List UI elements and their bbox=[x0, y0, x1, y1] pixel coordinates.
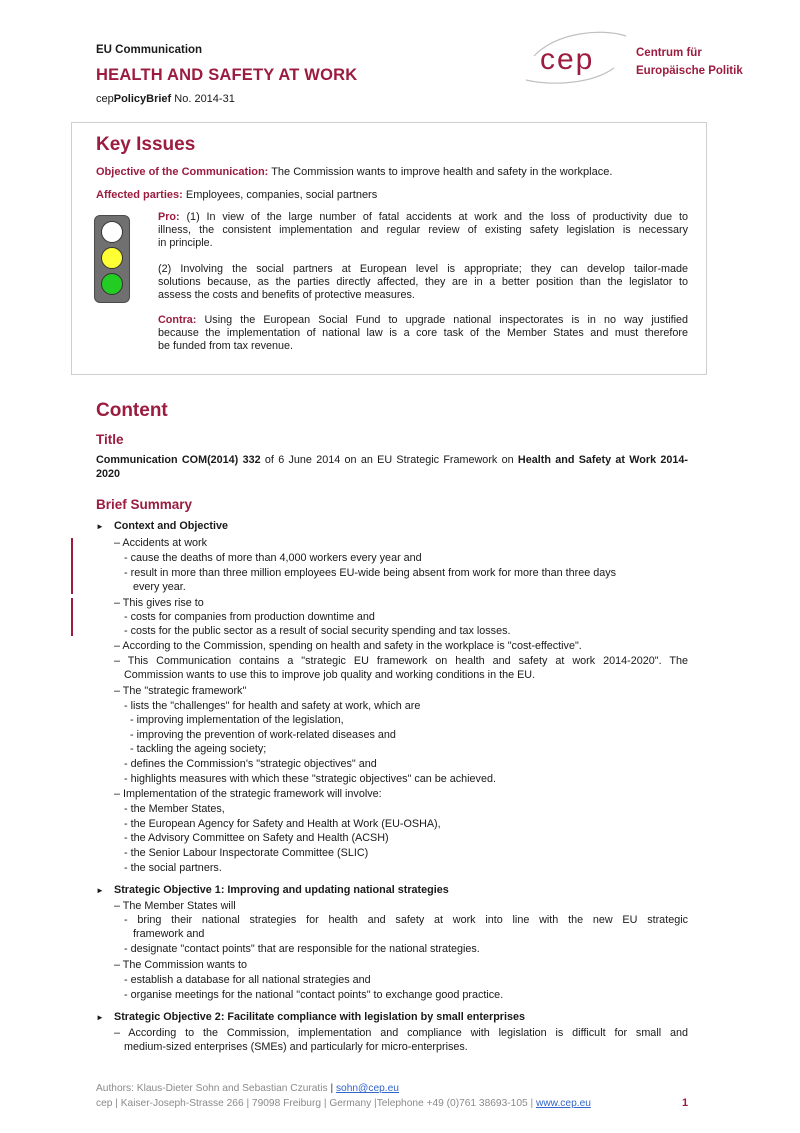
summary-line: medium-sized enterprises (SMEs) and particularly for micro-enterprises. bbox=[124, 1041, 468, 1053]
content-heading: Content bbox=[96, 400, 168, 421]
brief-suffix: No. 2014-31 bbox=[171, 93, 235, 105]
pro-line-3: in principle. bbox=[158, 237, 213, 249]
summary-line: - designate "contact points" that are responsible for the national strategies. bbox=[124, 943, 480, 955]
title-heading: Title bbox=[96, 432, 124, 447]
pro2-line-1: (2) Involving the social partners at European level is appropriate; they can develop tailor-made bbox=[158, 263, 688, 275]
logo-text: cep bbox=[540, 43, 595, 76]
footer-address-text: cep | Kaiser-Joseph-Strasse 266 | 79098 Freiburg | Germany |Telephone +49 (0)761 38693-105 | bbox=[96, 1098, 534, 1109]
objective-label: Objective of the Communication: bbox=[96, 166, 269, 178]
key-issues-heading: Key Issues bbox=[96, 134, 196, 155]
summary-line: – This Communication contains a "strategic EU framework on health and safety at work 2014-2020". The bbox=[114, 655, 688, 667]
document-title: HEALTH AND SAFETY AT WORK bbox=[96, 66, 358, 84]
bullet-arrow-icon: ► bbox=[96, 522, 104, 531]
contra-line-3: be funded from tax revenue. bbox=[158, 340, 294, 352]
summary-line: - costs for the public sector as a result of social security spending and tax losses. bbox=[124, 625, 511, 637]
org-line-1: Centrum für bbox=[636, 47, 702, 59]
summary-line: - costs for companies from production downtime and bbox=[124, 611, 375, 623]
summary-line: - cause the deaths of more than 4,000 workers every year and bbox=[124, 552, 422, 564]
document-kicker: EU Communication bbox=[96, 44, 203, 56]
summary-section-heading: Context and Objective bbox=[114, 520, 228, 532]
summary-line: - defines the Commission's "strategic objectives" and bbox=[124, 758, 377, 770]
summary-line: – Accidents at work bbox=[114, 537, 208, 549]
summary-line: – The "strategic framework" bbox=[114, 685, 247, 697]
summary-line: - the Advisory Committee on Safety and Health (ACSH) bbox=[124, 832, 389, 844]
brief-prefix: cep bbox=[96, 93, 114, 105]
summary-line: - improving implementation of the legislation, bbox=[130, 714, 344, 726]
objective-text: The Commission wants to improve health and safety in the workplace. bbox=[268, 166, 613, 178]
summary-line: – This gives rise to bbox=[114, 597, 204, 609]
pro2-line-2: solutions because, as the parties directly affected, they are in a better position than the legislator to bbox=[158, 276, 688, 288]
title-mid: of 6 June 2014 on an EU Strategic Framework on bbox=[260, 454, 518, 466]
summary-line: - establish a database for all national strategies and bbox=[124, 974, 371, 986]
brief-bold: PolicyBrief bbox=[113, 93, 172, 105]
summary-line: – Implementation of the strategic framework will involve: bbox=[114, 788, 382, 800]
author-email-link[interactable]: sohn@cep.eu bbox=[335, 1083, 399, 1094]
footer-authors: Authors: Klaus-Dieter Sohn and Sebastian Czuratis | sohn@cep.eu bbox=[96, 1083, 399, 1094]
contra-line-2: because the implementation of national law is a core task of the Member States and must therefore bbox=[158, 327, 688, 339]
summary-line: – According to the Commission, spending on health and safety in the workplace is "cost-effective". bbox=[114, 640, 582, 652]
summary-line: – According to the Commission, implementation and compliance with legislation is difficult for small and bbox=[114, 1027, 688, 1039]
org-line-2: Europäische Politik bbox=[636, 65, 743, 77]
summary-line: – The Member States will bbox=[114, 900, 236, 912]
summary-line: every year. bbox=[133, 581, 186, 593]
summary-line: - the Member States, bbox=[124, 803, 225, 815]
summary-line: - the social partners. bbox=[124, 862, 222, 874]
bullet-arrow-icon: ► bbox=[96, 1013, 104, 1022]
contra-line-1-text: Using the European Social Fund to upgrade national inspectorates is in no way justified bbox=[196, 314, 688, 326]
pro-label: Pro: bbox=[158, 211, 180, 223]
bullet-arrow-icon: ► bbox=[96, 886, 104, 895]
title-bold-2: Health and Safety at Work 2014-2020 bbox=[96, 454, 689, 480]
summary-line: Commission wants to use this to improve job quality and working conditions in the EU. bbox=[124, 669, 536, 681]
affected-label: Affected parties: bbox=[96, 189, 183, 201]
pro2-line-3: assess the costs and benefits of protective measures. bbox=[158, 289, 415, 301]
summary-line: - the European Agency for Safety and Health at Work (EU-OSHA), bbox=[124, 818, 441, 830]
summary-section-heading: Strategic Objective 1: Improving and updating national strategies bbox=[114, 884, 449, 896]
summary-section-heading: Strategic Objective 2: Facilitate compliance with legislation by small enterprises bbox=[114, 1011, 526, 1023]
summary-line: – The Commission wants to bbox=[114, 959, 248, 971]
affected-text: Employees, companies, social partners bbox=[182, 189, 378, 201]
summary-line: - improving the prevention of work-related diseases and bbox=[130, 729, 396, 741]
summary-line: - bring their national strategies for health and safety at work into line with the new EU strategic bbox=[124, 914, 688, 926]
summary-line: - the Senior Labour Inspectorate Committee (SLIC) bbox=[124, 847, 369, 859]
footer-authors-text: Authors: Klaus-Dieter Sohn and Sebastian Czuratis bbox=[96, 1083, 328, 1094]
footer-address bbox=[96, 1098, 591, 1109]
summary-line: - lists the "challenges" for health and safety at work, which are bbox=[124, 700, 421, 712]
website-link[interactable]: www.cep.eu bbox=[535, 1098, 591, 1109]
page-number: 1 bbox=[682, 1097, 689, 1109]
title-bold-1: Communication COM(2014) 332 bbox=[96, 454, 261, 466]
pro-line-2: illness, the consistent implementation and regular review of existing safety legislation is necessary bbox=[158, 224, 688, 236]
summary-line: - organise meetings for the national "contact points" to exchange good practice. bbox=[124, 989, 504, 1001]
brief-summary-heading: Brief Summary bbox=[96, 497, 193, 512]
contra-label: Contra: bbox=[158, 314, 197, 326]
summary-line: - tackling the ageing society; bbox=[130, 743, 267, 755]
pro-line-1-text: (1) In view of the large number of fatal accidents at work and the loss of productivity due to bbox=[179, 211, 688, 223]
summary-line: framework and bbox=[133, 928, 205, 940]
summary-line: - result in more than three million employees EU-wide being absent from work for more than three days bbox=[124, 567, 617, 579]
summary-line: - highlights measures with which these "strategic objectives" can be achieved. bbox=[124, 773, 496, 785]
